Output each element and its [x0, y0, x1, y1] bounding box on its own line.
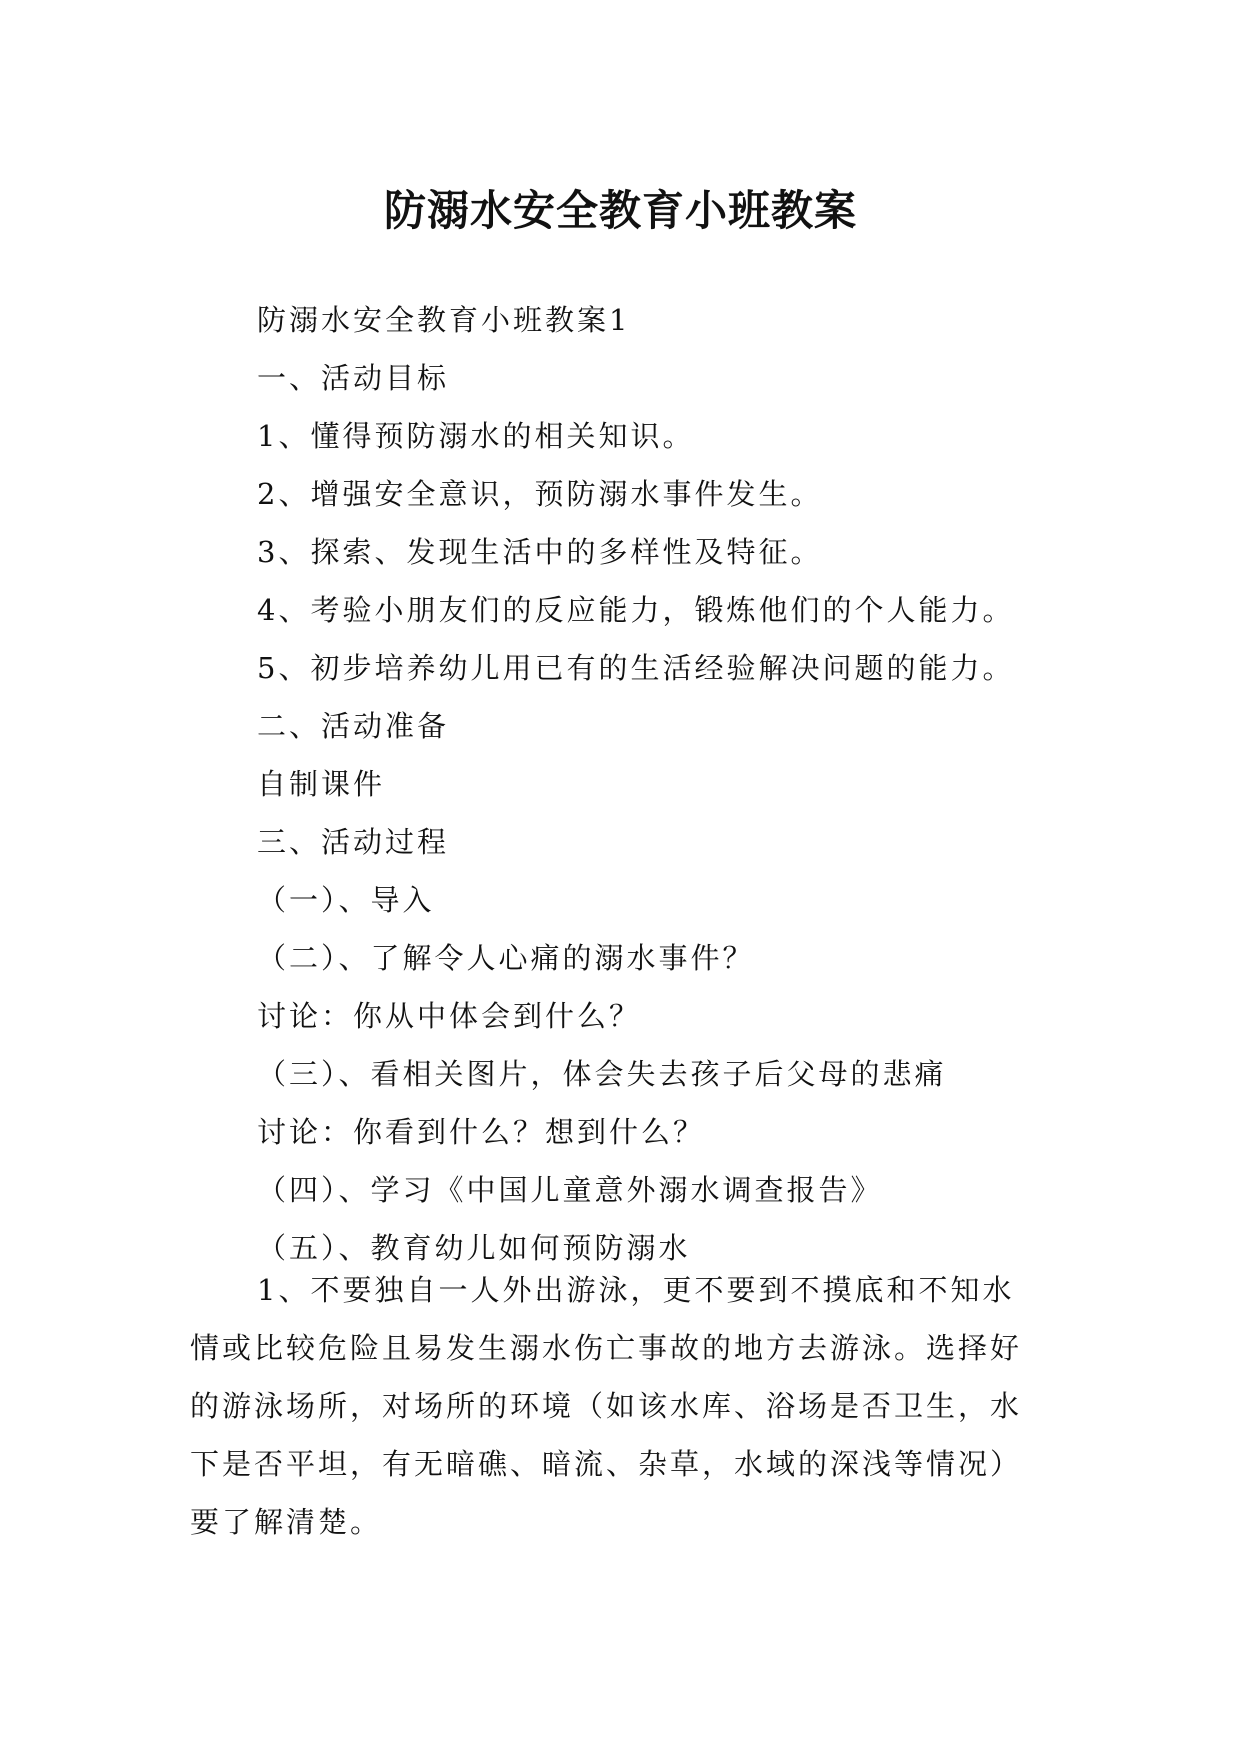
paragraph-line: 要了解清楚。: [190, 1505, 383, 1539]
body-paragraph: [190, 1261, 1060, 1551]
document-title: 防溺水安全教育小班教案: [383, 186, 857, 236]
section-heading-lesson: 防溺水安全教育小班教案1: [257, 303, 631, 337]
process-step: （五）、教育幼儿如何预防溺水: [257, 1231, 691, 1265]
content-lines: [257, 291, 1097, 1277]
section-heading-preparation: 二、活动准备: [257, 709, 450, 743]
goal-item: 1、懂得预防溺水的相关知识。: [257, 419, 695, 453]
section-heading-goals: 一、活动目标: [257, 361, 450, 395]
discussion-text: 讨论：你从中体会到什么？: [257, 999, 642, 1033]
preparation-text: 自制课件: [257, 767, 386, 801]
process-step: （一）、导入: [257, 883, 435, 917]
paragraph-line: 的游泳场所，对场所的环境（如该水库、浴场是否卫生，水: [190, 1389, 1023, 1423]
discussion-text: 讨论：你看到什么？想到什么？: [257, 1115, 706, 1149]
process-step: （二）、了解令人心痛的溺水事件？: [257, 941, 755, 975]
goal-item: 5、初步培养幼儿用已有的生活经验解决问题的能力。: [257, 651, 1015, 685]
goal-item: 2、增强安全意识，预防溺水事件发生。: [257, 477, 823, 511]
paragraph-line: 1、不要独自一人外出游泳，更不要到不摸底和不知水: [257, 1273, 1015, 1307]
section-heading-process: 三、活动过程: [257, 825, 450, 859]
goal-item: 3、探索、发现生活中的多样性及特征。: [257, 535, 823, 569]
goal-item: 4、考验小朋友们的反应能力，锻炼他们的个人能力。: [257, 593, 1015, 627]
process-step: （三）、看相关图片，体会失去孩子后父母的悲痛: [257, 1057, 947, 1091]
process-step: （四）、学习《中国儿童意外溺水调查报告》: [257, 1173, 883, 1207]
paragraph-line: 情或比较危险且易发生溺水伤亡事故的地方去游泳。选择好: [190, 1331, 1023, 1365]
paragraph-line: 下是否平坦，有无暗礁、暗流、杂草，水域的深浅等情况）: [190, 1447, 1023, 1481]
